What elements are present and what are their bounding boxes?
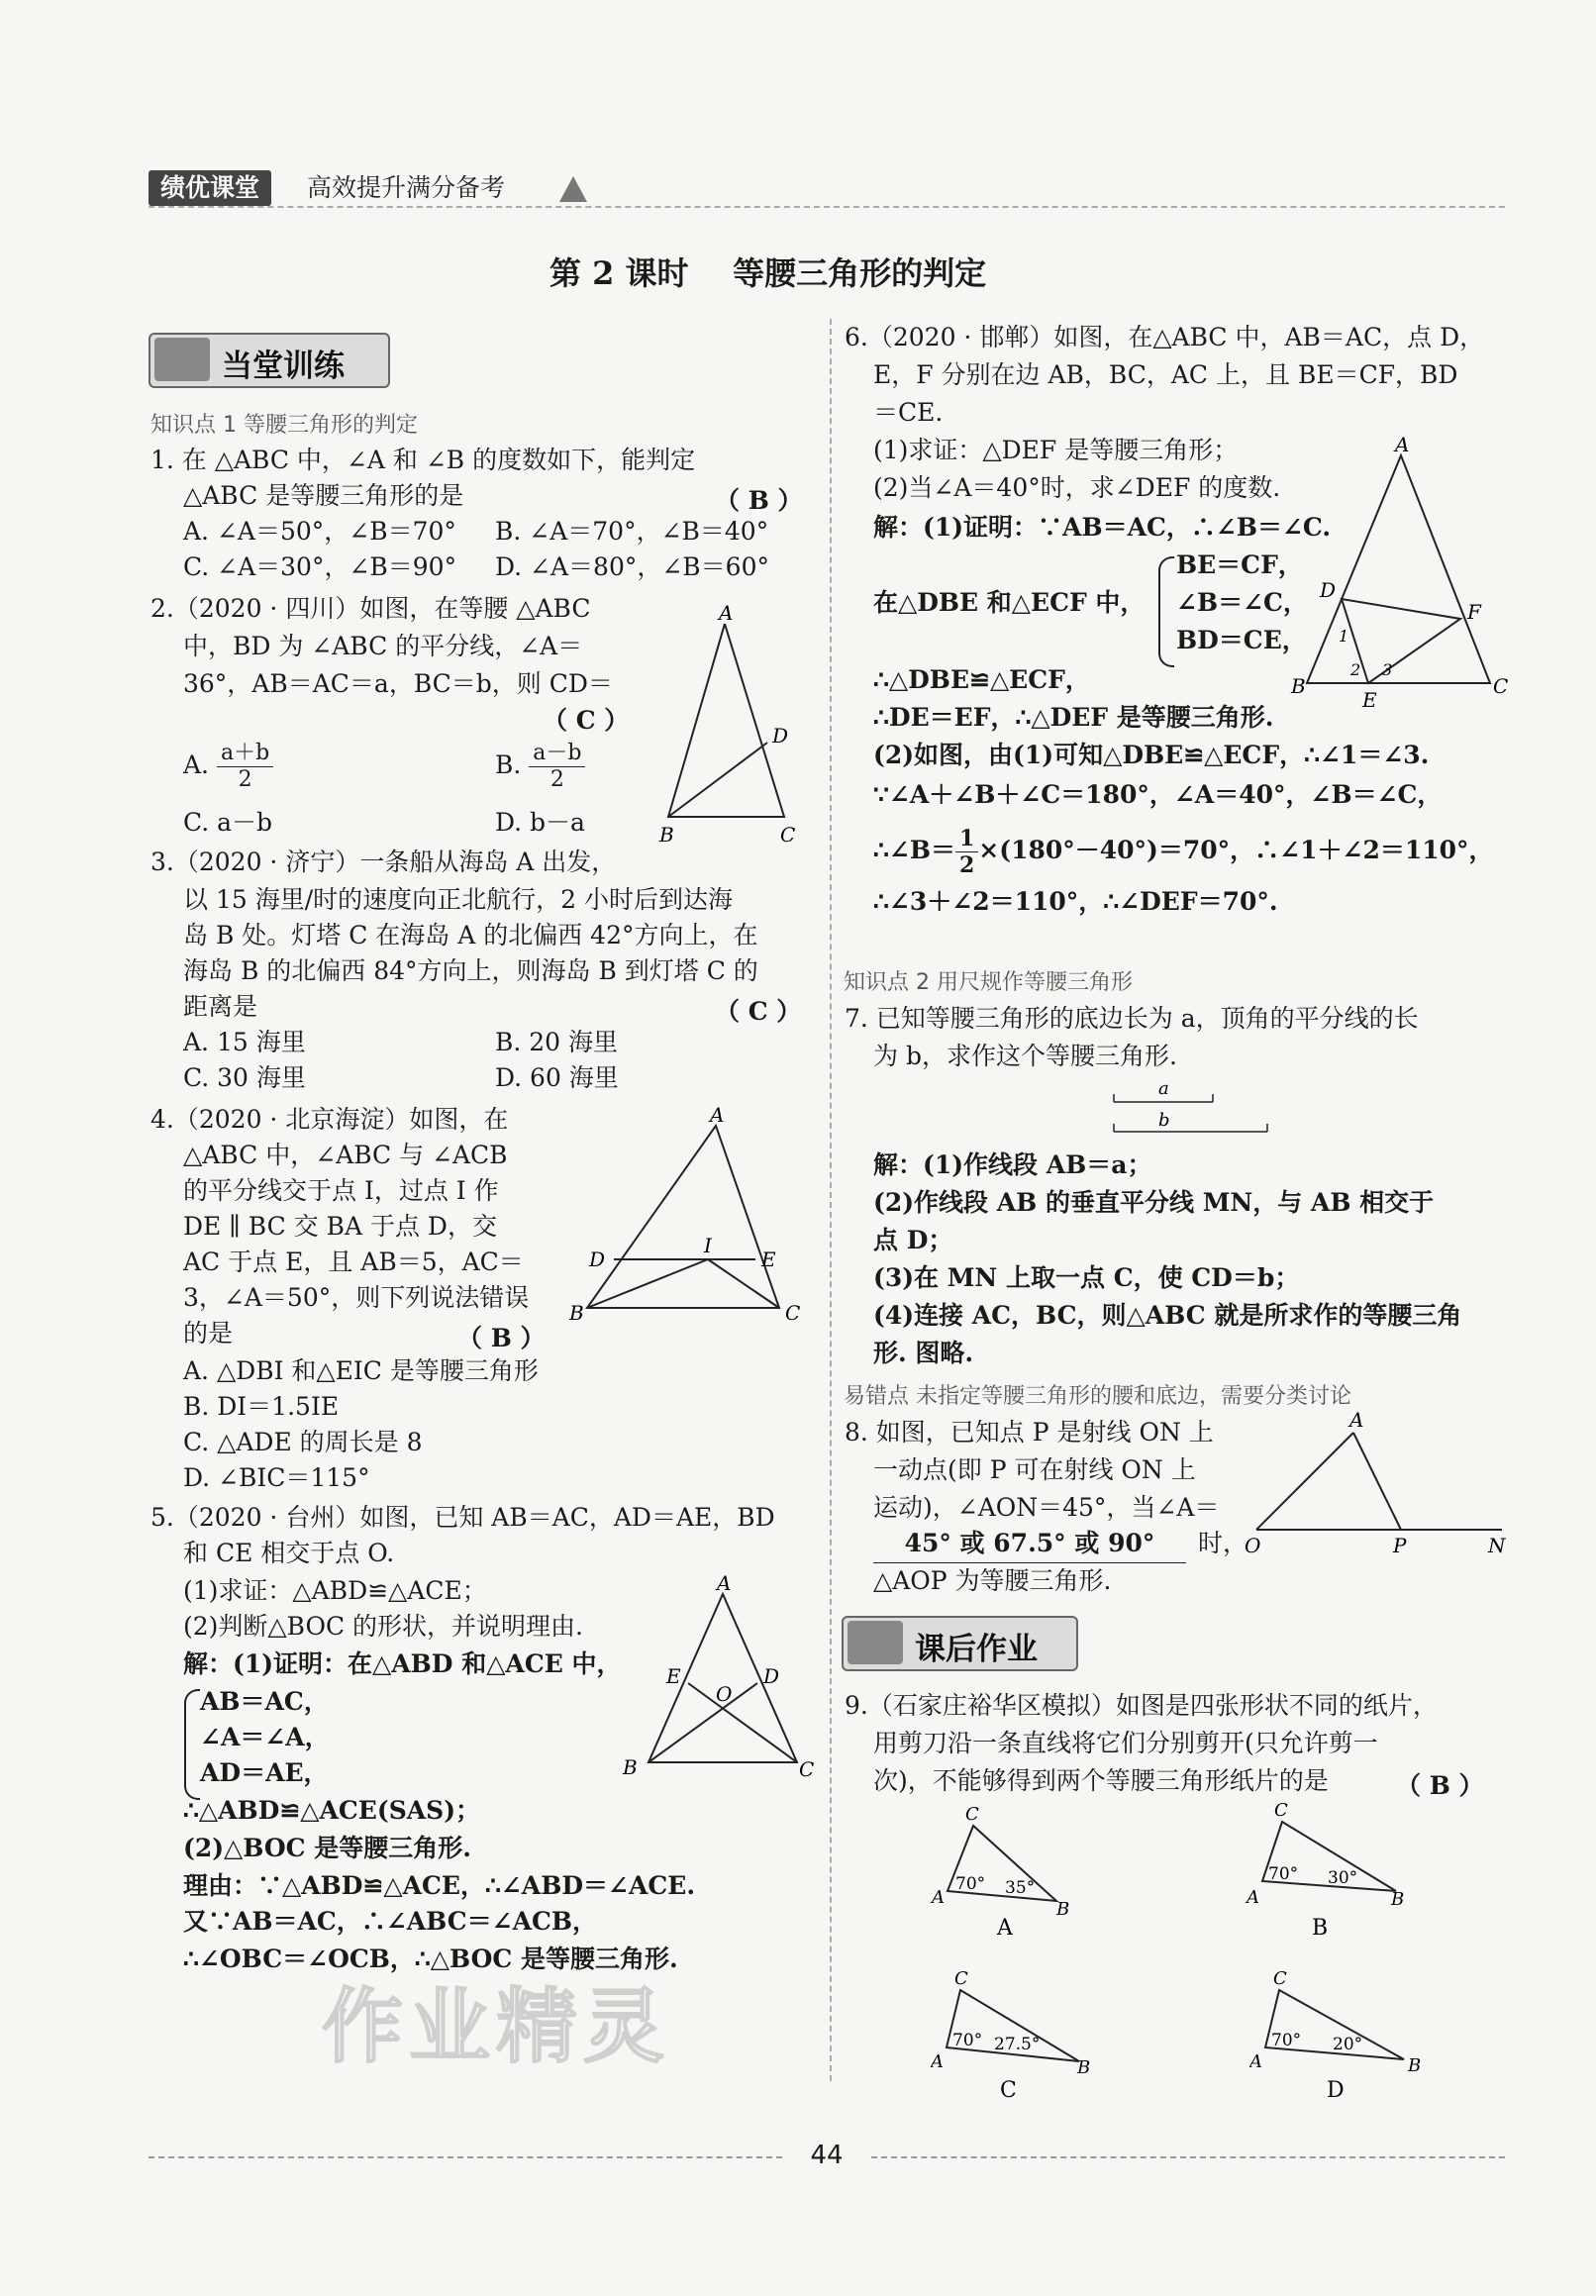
q5-solution-1: 解：(1)证明：在△ABD 和△ACE 中， (183, 1649, 622, 1678)
q4-option-c: C. △ADE 的周长是 8 (183, 1428, 423, 1456)
q3-option-b: B. 20 海里 (495, 1028, 619, 1056)
q8-label-A: A (1349, 1411, 1364, 1432)
q7-solution-6: 形. 图略. (873, 1339, 974, 1367)
q3-option-a: A. 15 海里 (183, 1028, 306, 1056)
q6-solution-3: ∴△DBE≌△ECF， (873, 665, 1090, 694)
q1-option-b: B. ∠A＝70°，∠B＝40° (495, 517, 769, 546)
q4-line3: 的平分线交于点 I，过点 I 作 (183, 1176, 499, 1205)
q9-figure-b (1243, 1800, 1421, 1939)
q7-solution-5: (4)连接 AC，BC，则△ABC 就是所求作的等腰三角 (873, 1301, 1462, 1330)
q3-line1: 3.（2020 · 济宁）一条船从海岛 A 出发， (150, 848, 617, 876)
q3-line4: 海岛 B 的北偏西 84°方向上，则海岛 B 到灯塔 C 的 (183, 956, 758, 985)
q5-solution-6: (2)△BOC 是等腰三角形. (183, 1834, 471, 1862)
q8-line2: 一动点(即 P 可在射线 ON 上 (873, 1455, 1196, 1484)
q2-option-a: A. $\frac{a+b}{2}$ (183, 741, 273, 793)
q8-label-O: O (1245, 1534, 1261, 1557)
q9-figure-c (931, 1968, 1109, 2107)
q5-line1: 5.（2020 · 台州）如图，已知 AB＝AC，AD＝AE，BD (150, 1503, 775, 1532)
header-bar (149, 170, 564, 206)
q2-label-B: B (659, 823, 674, 847)
q6-solution-2-pre: 在△DBE 和△ECF 中， (873, 588, 1146, 617)
q2-line2: 中，BD 为 ∠ABC 的平分线，∠A＝ (183, 632, 583, 660)
svg-text:B: B (1391, 1889, 1405, 1910)
q6-label-C: C (1493, 674, 1509, 698)
q4-line1: 4.（2020 · 北京海淀）如图，在 (150, 1105, 509, 1134)
q6-label-D: D (1320, 578, 1337, 602)
header-rule (149, 206, 1505, 208)
q5-brace (184, 1689, 200, 1800)
q3-answer: （ C ） (715, 997, 802, 1026)
svg-text:20°: 20° (1333, 2035, 1363, 2054)
q8-line1: 8. 如图，已知点 P 是射线 ON 上 (845, 1418, 1214, 1447)
q7-seg-b-label: b (1158, 1110, 1170, 1131)
header-brand: 绩优课堂 (149, 170, 271, 206)
header-slogan: 高效提升满分备考 (307, 173, 506, 202)
q4-line4: DE ∥ BC 交 BA 于点 D，交 (183, 1212, 497, 1241)
q9-figure-d (1249, 1968, 1428, 2107)
q2-line1: 2.（2020 · 四川）如图，在等腰 △ABC (150, 594, 591, 623)
svg-text:C: C (965, 1804, 979, 1825)
q5-label-E: E (666, 1664, 681, 1688)
q5-solution-4: AD＝AE， (200, 1758, 329, 1787)
q8-line5: △AOP 为等腰三角形. (873, 1566, 1112, 1595)
q9-line1: 9.（石家庄裕华区模拟）如图是四张形状不同的纸片， (845, 1691, 1438, 1720)
pencil-note-icon (848, 1621, 903, 1664)
q6-solution-8: ∴∠3＋∠2＝110°，∴∠DEF＝70°. (873, 887, 1278, 916)
q7-solution-3: 点 D； (873, 1226, 953, 1254)
q5-solution-5: ∴△ABD≌△ACE(SAS)； (183, 1796, 481, 1825)
q6-figure (1287, 436, 1515, 713)
q8-label-P: P (1393, 1534, 1407, 1557)
q9-answer: （ B ） (1396, 1771, 1484, 1800)
section-in-class: 当堂训练 (149, 333, 390, 388)
svg-text:B: B (1077, 2057, 1091, 2078)
svg-text:A: A (1249, 2051, 1262, 2072)
q4-option-b: B. DI＝1.5IE (183, 1392, 340, 1421)
q6-solution-6: ∵∠A＋∠B＋∠C＝180°，∠A＝40°，∠B＝∠C， (873, 780, 1443, 809)
q6-line4: (1)求证：△DEF 是等腰三角形； (873, 436, 1239, 464)
q6-line2: E，F 分别在边 AB，BC，AC 上，且 BE＝CF，BD (873, 360, 1458, 389)
q2-figure (653, 604, 812, 851)
footer-rule-left (149, 2156, 782, 2158)
q9-figure-a (926, 1804, 1084, 1943)
svg-text:70°: 70° (952, 2031, 983, 2050)
q2-option-c: C. a－b (183, 808, 273, 837)
q8-line4-post: 时， (1198, 1529, 1248, 1557)
q1-line1: 1. 在 △ABC 中，∠A 和 ∠B 的度数如下，能判定 (150, 446, 696, 474)
q2-line3: 36°，AB＝AC＝a，BC＝b，则 CD＝ (183, 669, 613, 698)
q8-answer-blank: 45° 或 67.5° 或 90° (873, 1525, 1186, 1563)
q5-solution-9: ∴∠OBC＝∠OCB，∴△BOC 是等腰三角形. (183, 1945, 678, 1973)
q4-label-I: I (704, 1234, 712, 1257)
q6-solution-4: ∴DE＝EF，∴△DEF 是等腰三角形. (873, 703, 1274, 732)
q9-caption-a: A (997, 1916, 1013, 1941)
q6-solution-2b: ∠B＝∠C， (1176, 588, 1308, 617)
q6-solution-1: 解：(1)证明：∵AB＝AC，∴∠B＝∠C. (873, 513, 1332, 542)
q8-label-N: N (1488, 1534, 1506, 1557)
knowledge-point-1: 知识点 1 等腰三角形的判定 (150, 413, 418, 438)
q6-solution-5: (2)如图，由(1)可知△DBE≌△ECF，∴∠1＝∠3. (873, 741, 1430, 769)
pencil-note-icon (154, 338, 210, 381)
q6-solution-2a: BE＝CF， (1176, 550, 1303, 579)
q2-label-A: A (719, 604, 734, 625)
q5-figure (619, 1574, 817, 1787)
q4-label-B: B (569, 1301, 584, 1325)
q4-line5: AC 于点 E，且 AB＝5，AC＝ (183, 1248, 524, 1276)
svg-text:70°: 70° (955, 1874, 986, 1894)
svg-text:C: C (954, 1968, 968, 1989)
q3-line3: 岛 B 处。灯塔 C 在海岛 A 的北偏西 42°方向上，在 (183, 921, 758, 949)
q6-label-A: A (1395, 436, 1410, 456)
q6-line5: (2)当∠A＝40°时，求∠DEF 的度数. (873, 473, 1281, 502)
q7-seg-a-label: a (1158, 1078, 1169, 1099)
footer-rule-right (871, 2156, 1505, 2158)
q4-label-D: D (589, 1248, 606, 1271)
q4-label-C: C (785, 1301, 801, 1325)
q1-option-d: D. ∠A＝80°，∠B＝60° (495, 552, 769, 581)
q1-line2: △ABC 是等腰三角形的是 (183, 481, 464, 510)
q4-option-d: D. ∠BIC＝115° (183, 1463, 370, 1492)
q6-solution-2c: BD＝CE， (1176, 626, 1307, 654)
page-number: 44 (810, 2141, 844, 2170)
q5-line4: (2)判断△BOC 的形状，并说明理由. (183, 1612, 583, 1641)
q4-answer: （ B ） (457, 1324, 546, 1352)
q5-line2: 和 CE 相交于点 O. (183, 1539, 395, 1567)
q6-solution-7: ∴∠B＝ $\frac{1}{2}$ ×(180°－40°)＝70°，∴∠1＋∠2＝110°， (873, 826, 1494, 878)
q4-line6: 3，∠A＝50°，则下列说法错误 (183, 1283, 530, 1312)
q2-label-D: D (772, 724, 789, 748)
q5-label-O: O (716, 1682, 733, 1706)
q3-option-d: D. 60 海里 (495, 1063, 619, 1092)
q7-segments (1109, 1074, 1277, 1144)
q9-caption-c: C (1000, 2078, 1017, 2103)
q6-line1: 6.（2020 · 邯郸）如图，在△ABC 中，AB＝AC，点 D， (845, 323, 1485, 351)
svg-text:35°: 35° (1005, 1878, 1036, 1898)
q5-solution-2: AB＝AC， (200, 1687, 329, 1716)
svg-text:27.5°: 27.5° (994, 2035, 1041, 2054)
svg-text:A: A (1247, 1887, 1259, 1908)
q4-label-E: E (761, 1248, 776, 1271)
q5-label-A: A (717, 1574, 732, 1595)
q2-label-C: C (780, 823, 796, 847)
q4-line2: △ABC 中，∠ABC 与 ∠ACB (183, 1141, 508, 1169)
watermark: 作业精灵 (322, 1980, 671, 2074)
q7-solution-4: (3)在 MN 上取一点 C，使 CD＝b； (873, 1263, 1300, 1292)
q5-solution-8: 又∵AB＝AC，∴∠ABC＝∠ACB， (183, 1907, 598, 1936)
q4-option-a: A. △DBI 和△EIC 是等腰三角形 (183, 1356, 539, 1385)
q2-option-d: D. b－a (495, 808, 585, 837)
q7-line1: 7. 已知等腰三角形的底边长为 a，顶角的平分线的长 (845, 1004, 1419, 1033)
q2-answer: （ C ） (543, 706, 630, 735)
svg-text:B: B (1056, 1899, 1070, 1920)
svg-text:70°: 70° (1268, 1864, 1299, 1884)
svg-text:A: A (931, 2051, 944, 2072)
error-prone-point: 易错点 未指定等腰三角形的腰和底边，需要分类讨论 (844, 1384, 1351, 1409)
q6-label-F: F (1467, 600, 1481, 624)
q5-line3: (1)求证：△ABD≌△ACE； (183, 1576, 487, 1605)
q4-figure (569, 1104, 817, 1332)
section-homework: 课后作业 (842, 1616, 1078, 1671)
q4-line7: 的是 (183, 1319, 234, 1348)
q6-line3: ＝CE. (873, 398, 944, 427)
q2-option-b: B. $\frac{a-b}{2}$ (495, 741, 585, 793)
q6-brace (1158, 556, 1174, 667)
q3-line5: 距离是 (183, 992, 258, 1021)
q3-line2: 以 15 海里/时的速度向正北航行，2 小时后到达海 (183, 885, 733, 914)
q1-option-c: C. ∠A＝30°，∠B＝90° (183, 552, 457, 581)
q1-option-a: A. ∠A＝50°，∠B＝70° (183, 517, 456, 546)
q5-solution-3: ∠A＝∠A， (200, 1723, 330, 1751)
q5-label-D: D (763, 1664, 780, 1688)
q9-caption-d: D (1327, 2078, 1345, 2103)
svg-text:30°: 30° (1328, 1868, 1358, 1888)
q5-label-B: B (623, 1755, 638, 1779)
q9-line2: 用剪刀沿一条直线将它们分别剪开(只允许剪一 (873, 1729, 1378, 1757)
q5-solution-7: 理由：∵△ABD≌△ACE，∴∠ABD＝∠ACE. (183, 1871, 696, 1900)
page-title: 第 2 课时 等腰三角形的判定 (549, 254, 987, 292)
q9-line3: 次)，不能够得到两个等腰三角形纸片的是 (873, 1766, 1329, 1795)
q3-option-c: C. 30 海里 (183, 1063, 306, 1092)
q6-label-B: B (1291, 674, 1306, 698)
svg-text:C: C (1273, 1968, 1287, 1989)
q6-label-3: 3 (1382, 660, 1393, 679)
svg-text:70°: 70° (1271, 2031, 1302, 2050)
q5-label-C: C (799, 1757, 815, 1781)
column-divider (830, 319, 832, 2081)
q7-solution-1: 解：(1)作线段 AB＝a； (873, 1150, 1152, 1179)
header-triangle-icon (559, 176, 587, 202)
q6-label-E: E (1362, 688, 1377, 712)
q6-label-2: 2 (1350, 660, 1361, 679)
knowledge-point-2: 知识点 2 用尺规作等腰三角形 (844, 970, 1133, 995)
svg-text:B: B (1408, 2055, 1422, 2076)
q7-line2: 为 b，求作这个等腰三角形. (873, 1042, 1177, 1070)
q1-answer: （ B ） (715, 486, 803, 515)
q4-label-A: A (710, 1104, 725, 1127)
q8-line3: 运动)，∠AON＝45°，当∠A＝ (873, 1493, 1220, 1522)
svg-text:A: A (932, 1887, 945, 1908)
q6-label-1: 1 (1339, 627, 1349, 646)
q7-solution-2: (2)作线段 AB 的垂直平分线 MN，与 AB 相交于 (873, 1188, 1435, 1217)
q8-figure (1243, 1411, 1510, 1559)
q9-caption-b: B (1312, 1916, 1329, 1939)
svg-text:C: C (1274, 1800, 1288, 1821)
